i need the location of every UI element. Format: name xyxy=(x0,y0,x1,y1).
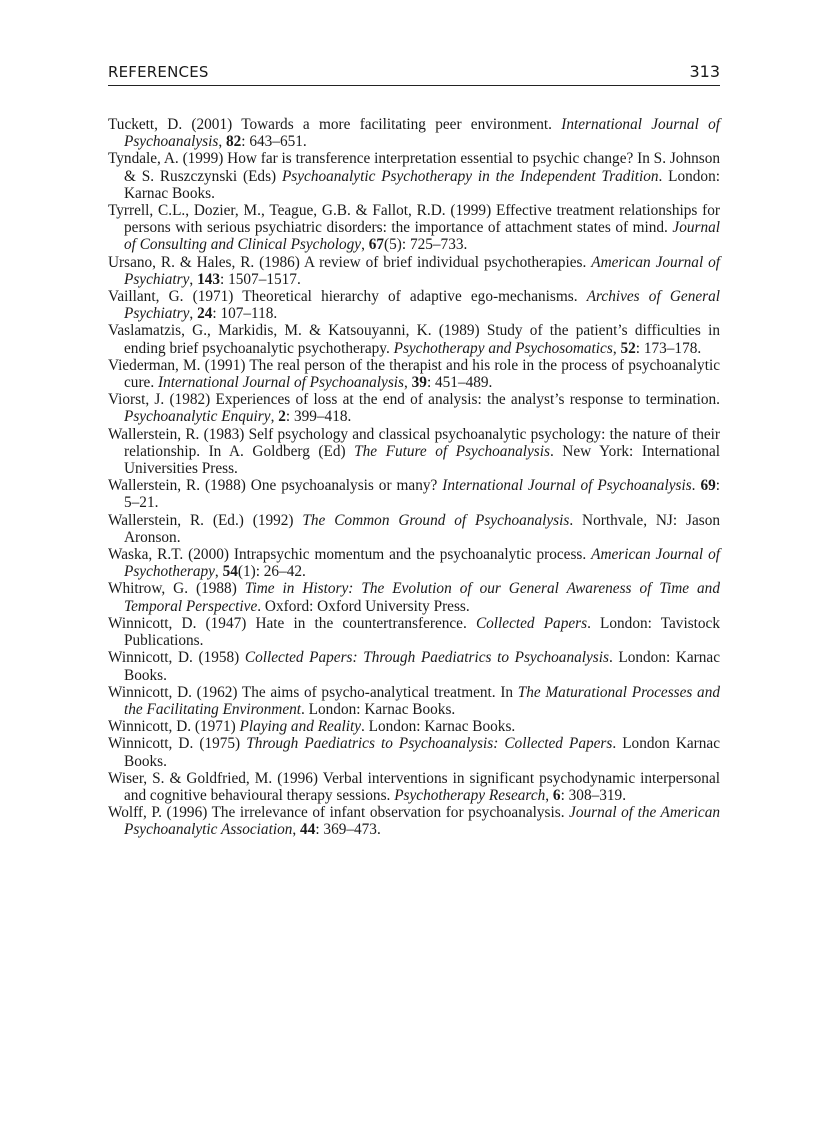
reference-text: : 643–651. xyxy=(241,133,307,151)
reference-title: International Journal of Psychoanalysis xyxy=(157,374,404,392)
reference-text: Viorst, J. (1982) Experiences of loss at the end of analysis: the analyst’s response to termination. xyxy=(108,391,720,409)
reference-volume: 52 xyxy=(620,339,636,357)
reference-volume: 143 xyxy=(197,270,221,288)
reference-text: Winnicott, D. (1975) xyxy=(108,735,247,753)
reference-text: . London: Karnac Books. xyxy=(361,718,516,736)
reference-title: The Maturational Processes and the Facilitating Environment xyxy=(124,683,720,718)
reference-entry xyxy=(108,357,720,391)
reference-text: , xyxy=(361,236,369,254)
reference-text: : 399–418. xyxy=(285,408,352,426)
reference-text: , xyxy=(270,408,279,426)
reference-entry xyxy=(108,718,720,735)
page-number: 313 xyxy=(689,62,720,81)
reference-text: , xyxy=(612,339,621,357)
reference-text: (5): 725–733. xyxy=(384,236,468,254)
reference-list xyxy=(108,116,720,839)
reference-text: , xyxy=(545,786,553,804)
reference-title: Archives of General Psychiatry xyxy=(124,288,720,323)
reference-text: . London: Tavistock Publications. xyxy=(124,614,720,650)
reference-text: Waska, R.T. (2000) Intrapsychic momentum and the psychoanalytic process. xyxy=(108,546,592,564)
reference-text: Tyrrell, C.L., Dozier, M., Teague, G.B. & Fallot, R.D. (1999) Effective treatment relationships for persons with serious psychiatric disorders: the importance of attachment states of mind. xyxy=(108,202,720,237)
reference-text: : 5–21. xyxy=(124,477,720,512)
reference-title: Time in History: The Evolution of our General Awareness of Time and Temporal Perspective xyxy=(124,580,720,615)
reference-entry xyxy=(108,649,720,683)
reference-text: Wallerstein, R. (1988) One psychoanalysis or many? xyxy=(108,477,443,495)
reference-entry xyxy=(108,735,720,769)
reference-title: International Journal of Psychoanalysis xyxy=(442,477,692,495)
reference-title: Playing and Reality xyxy=(239,718,362,736)
reference-title: Psychotherapy Research xyxy=(394,786,546,804)
reference-text: . xyxy=(691,477,701,495)
reference-volume: 2 xyxy=(278,408,286,426)
reference-text: , xyxy=(214,563,223,581)
reference-text: . London: Karnac Books. xyxy=(301,700,456,718)
reference-text: Whitrow, G. (1988) xyxy=(108,580,245,598)
reference-title: The Future of Psychoanalysis xyxy=(354,442,550,460)
reference-volume: 39 xyxy=(411,374,427,392)
reference-volume: 6 xyxy=(552,786,561,804)
reference-title: Through Paediatrics to Psychoanalysis: Collected Papers xyxy=(246,735,613,753)
reference-volume: 54 xyxy=(222,563,238,581)
reference-entry xyxy=(108,322,720,356)
reference-entry xyxy=(108,426,720,478)
reference-text: Tuckett, D. (2001) Towards a more facilitating peer environment. xyxy=(108,116,562,133)
reference-volume: 82 xyxy=(225,133,242,151)
reference-volume: 69 xyxy=(700,477,716,495)
reference-volume: 44 xyxy=(300,821,316,839)
reference-entry xyxy=(108,546,720,580)
reference-text: (1): 26–42. xyxy=(237,563,306,581)
reference-text: Wallerstein, R. (Ed.) (1992) xyxy=(108,511,303,529)
reference-text: , xyxy=(189,305,198,323)
reference-text: , xyxy=(189,270,198,288)
reference-text: : 308–319. xyxy=(560,786,627,804)
reference-text: : 107–118. xyxy=(212,305,278,323)
reference-entry xyxy=(108,615,720,649)
reference-title: The Common Ground of Psychoanalysis xyxy=(302,511,570,529)
reference-volume: 67 xyxy=(368,236,385,254)
reference-entry xyxy=(108,477,720,511)
reference-text: , xyxy=(292,821,301,839)
reference-title: Journal of Consulting and Clinical Psychology xyxy=(124,219,720,254)
reference-text: Vaillant, G. (1971) Theoretical hierarchy of adaptive ego-mechanisms. xyxy=(108,288,587,306)
reference-text: Wiser, S. & Goldfried, M. (1996) Verbal interventions in significant psychodynamic interpersonal and cognitive behavioural therapy sessions. xyxy=(108,769,720,804)
reference-text: , xyxy=(218,133,226,151)
reference-entry xyxy=(108,770,720,804)
reference-entry xyxy=(108,391,720,425)
reference-text: Winnicott, D. (1962) The aims of psycho-analytical treatment. In xyxy=(108,683,518,701)
reference-entry xyxy=(108,254,720,288)
reference-text: : 1507–1517. xyxy=(220,270,301,288)
reference-entry xyxy=(108,288,720,322)
reference-text: . London Karnac Books. xyxy=(124,735,721,770)
reference-entry xyxy=(108,116,720,150)
section-title: REFERENCES xyxy=(108,63,209,81)
reference-title: Psychoanalytic Enquiry xyxy=(124,408,271,426)
reference-text: . New York: International Universities Press. xyxy=(124,442,720,478)
reference-title: American Journal of Psychiatry xyxy=(124,253,720,288)
reference-text: Wolff, P. (1996) The irrelevance of infant observation for psychoanalysis. xyxy=(108,804,570,822)
reference-title: Journal of the American Psychoanalytic Association xyxy=(124,804,720,839)
reference-entry xyxy=(108,150,720,202)
reference-title: Psychoanalytic Psychotherapy in the Independent Tradition xyxy=(281,167,659,185)
reference-text: Tyndale, A. (1999) How far is transference interpretation essential to psychic change? In S. Johnson & S. Ruszczynski (Eds) xyxy=(108,150,720,185)
reference-text: . Northvale, NJ: Jason Aronson. xyxy=(124,511,720,546)
reference-text: , xyxy=(403,374,412,392)
reference-title: Collected Papers xyxy=(475,614,588,632)
reference-text: : 173–178. xyxy=(635,339,702,357)
reference-text: . Oxford: Oxford University Press. xyxy=(257,597,470,615)
reference-entry xyxy=(108,202,720,254)
reference-entry xyxy=(108,804,720,838)
reference-entry xyxy=(108,580,720,614)
reference-text: : 451–489. xyxy=(426,374,493,392)
reference-title: Collected Papers: Through Paediatrics to Psychoanalysis xyxy=(244,649,609,667)
reference-text: Ursano, R. & Hales, R. (1986) A review of brief individual psychotherapies. xyxy=(108,253,592,271)
reference-text: : 369–473. xyxy=(315,821,381,839)
reference-entry xyxy=(108,512,720,546)
reference-volume: 24 xyxy=(197,305,213,323)
reference-title: International Journal of Psychoanalysis xyxy=(124,116,720,151)
reference-title: Psychotherapy and Psychosomatics xyxy=(393,339,613,357)
reference-text: Vaslamatzis, G., Markidis, M. & Katsouyanni, K. (1989) Study of the patient’s difficulties in ending brief psychoanalytic psychotherapy. xyxy=(108,322,720,357)
reference-text: Winnicott, D. (1947) Hate in the countertransference. xyxy=(108,614,476,632)
reference-text: Wallerstein, R. (1983) Self psychology and classical psychoanalytic psychology: the nature of their relationship. In A. Goldberg (Ed) xyxy=(108,425,720,460)
reference-text: Viederman, M. (1991) The real person of the therapist and his role in the process of psychoanalytic cure. xyxy=(108,356,720,392)
running-header xyxy=(108,63,720,86)
reference-text: . London: Karnac Books. xyxy=(124,167,720,202)
reference-text: Winnicott, D. (1971) xyxy=(108,718,240,736)
reference-text: Winnicott, D. (1958) xyxy=(108,649,245,667)
reference-text: . London: Karnac Books. xyxy=(124,649,720,684)
reference-title: American Journal of Psychotherapy xyxy=(124,546,720,581)
reference-entry xyxy=(108,684,720,718)
